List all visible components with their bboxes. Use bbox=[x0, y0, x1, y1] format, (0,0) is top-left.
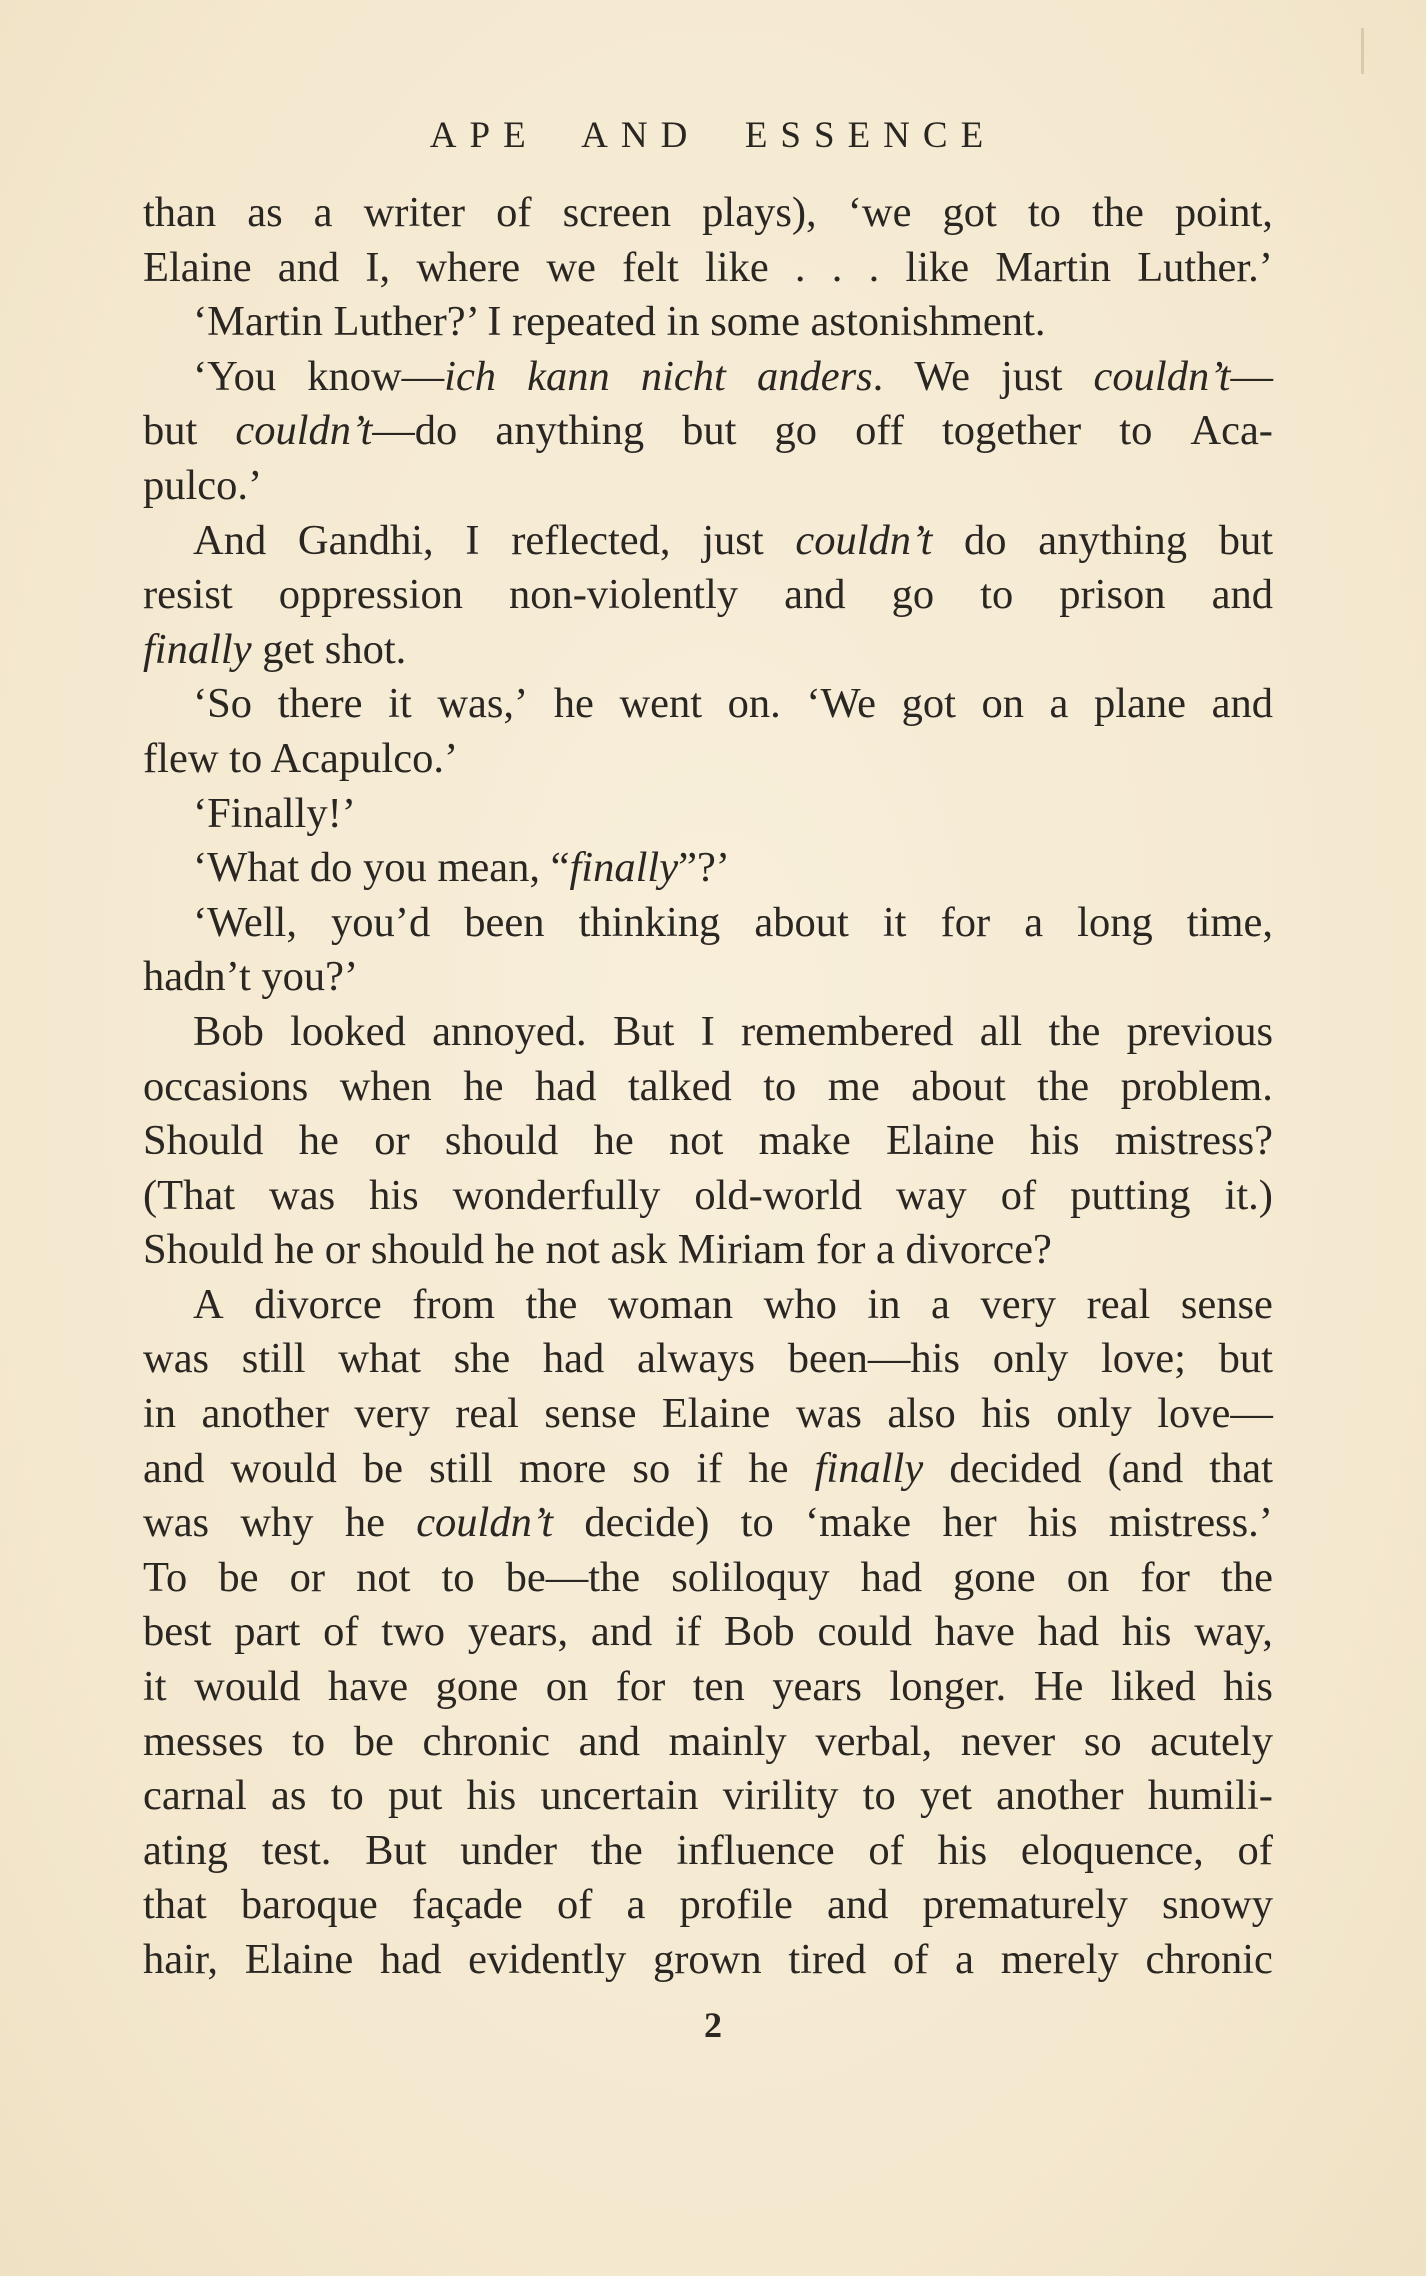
word: so bbox=[1083, 1717, 1122, 1765]
word: problem. bbox=[1120, 1062, 1273, 1110]
word: it bbox=[882, 898, 907, 946]
word: hair, bbox=[143, 1936, 218, 1983]
word: eloquence, bbox=[1020, 1826, 1204, 1874]
text-line: ‘Martin Luther?’ I repeated in some astonishment. bbox=[193, 298, 1046, 346]
word: Should bbox=[143, 1117, 264, 1165]
word: had bbox=[860, 1553, 922, 1601]
word: but bbox=[1218, 516, 1273, 564]
word: ‘So bbox=[193, 680, 253, 728]
word: façade bbox=[411, 1881, 523, 1929]
word: be bbox=[218, 1553, 259, 1601]
word: on bbox=[981, 680, 1024, 728]
word: of bbox=[893, 1936, 929, 1983]
word: and bbox=[277, 243, 340, 291]
word: a bbox=[1024, 898, 1044, 946]
word: the bbox=[590, 1826, 643, 1874]
word: about bbox=[911, 1062, 1006, 1110]
word: to bbox=[441, 1553, 475, 1601]
word: his bbox=[981, 1390, 1031, 1438]
word: baroque bbox=[240, 1881, 378, 1929]
word: where bbox=[416, 243, 521, 291]
word: be bbox=[353, 1717, 394, 1765]
word: plane bbox=[1093, 680, 1187, 728]
text-line bbox=[143, 404, 1273, 459]
word: writer bbox=[363, 189, 466, 236]
word: to bbox=[862, 1772, 896, 1820]
word: way bbox=[895, 1171, 967, 1219]
word: thinking bbox=[578, 898, 721, 946]
word: should bbox=[444, 1117, 559, 1165]
text-line bbox=[143, 514, 1273, 569]
text-line bbox=[143, 1715, 1273, 1770]
word: soliloquy bbox=[671, 1553, 830, 1601]
word: to bbox=[330, 1772, 364, 1820]
word: looked bbox=[290, 1007, 406, 1055]
word: in bbox=[143, 1390, 177, 1438]
word: part bbox=[234, 1608, 301, 1656]
word: was,’ bbox=[437, 680, 529, 728]
word: screen bbox=[562, 189, 672, 236]
word: on. bbox=[727, 680, 781, 728]
word: his bbox=[1027, 1499, 1078, 1547]
word: point, bbox=[1174, 189, 1273, 236]
running-head: APE AND ESSENCE bbox=[429, 115, 997, 156]
text-line bbox=[143, 1660, 1273, 1715]
word: who bbox=[763, 1280, 837, 1328]
word: talked bbox=[627, 1062, 732, 1110]
word: than bbox=[143, 189, 217, 236]
word: years, bbox=[467, 1608, 569, 1656]
word: never bbox=[960, 1717, 1056, 1765]
word: or bbox=[374, 1117, 410, 1165]
word: he bbox=[593, 1117, 634, 1165]
word: Elaine bbox=[143, 243, 252, 291]
word: verbal, bbox=[815, 1717, 933, 1765]
word: decided bbox=[949, 1444, 1082, 1492]
word: on bbox=[1066, 1553, 1110, 1601]
word: his bbox=[1029, 1117, 1080, 1165]
text-line bbox=[143, 1169, 1273, 1224]
word: the bbox=[525, 1280, 578, 1328]
word: was bbox=[269, 1171, 336, 1219]
text-line bbox=[143, 1878, 1273, 1933]
word: so bbox=[632, 1444, 671, 1492]
word: that bbox=[143, 1881, 207, 1929]
page-edge-mark bbox=[1361, 28, 1364, 74]
text-line: ‘Finally!’ bbox=[193, 789, 356, 837]
word: to bbox=[740, 1499, 774, 1547]
word: long bbox=[1077, 898, 1153, 946]
word: another bbox=[996, 1772, 1124, 1820]
word: I bbox=[700, 1007, 715, 1055]
word: Elaine bbox=[661, 1390, 771, 1438]
word: real bbox=[455, 1390, 519, 1438]
word: yet bbox=[919, 1772, 972, 1820]
word: very bbox=[980, 1280, 1056, 1328]
word: ‘You bbox=[193, 352, 277, 400]
word: like bbox=[905, 243, 970, 291]
word: of bbox=[496, 189, 532, 236]
word: kann bbox=[527, 352, 610, 400]
word: . bbox=[794, 243, 806, 291]
word: of bbox=[323, 1608, 359, 1656]
word: if bbox=[675, 1608, 702, 1656]
word: put bbox=[387, 1772, 443, 1820]
word: We bbox=[914, 352, 970, 400]
word: been bbox=[464, 898, 545, 946]
word: to bbox=[980, 571, 1014, 619]
word: couldn’t— bbox=[1093, 352, 1273, 400]
word: go bbox=[774, 407, 818, 455]
word: still bbox=[241, 1335, 306, 1383]
text-line bbox=[143, 1060, 1273, 1115]
word: I, bbox=[365, 243, 391, 291]
word: sense bbox=[544, 1390, 637, 1438]
word: plays), bbox=[702, 189, 817, 236]
word: the bbox=[1037, 1062, 1090, 1110]
text-line bbox=[143, 1114, 1273, 1169]
word: for bbox=[940, 898, 991, 946]
text-line: pulco.’ bbox=[143, 461, 263, 509]
word: also bbox=[887, 1390, 956, 1438]
word: finally bbox=[814, 1444, 924, 1492]
word: be—the bbox=[505, 1553, 641, 1601]
word: acutely bbox=[1150, 1717, 1273, 1765]
word: to bbox=[1119, 407, 1153, 455]
word: he bbox=[463, 1062, 504, 1110]
word: Luther.’ bbox=[1137, 243, 1273, 291]
word: tired bbox=[788, 1936, 867, 1983]
word: wonderfully bbox=[452, 1171, 661, 1219]
word: had bbox=[380, 1936, 442, 1983]
word: But bbox=[612, 1007, 675, 1055]
word: me bbox=[827, 1062, 880, 1110]
word: felt bbox=[622, 243, 679, 291]
word: go bbox=[891, 571, 935, 619]
text-line bbox=[143, 1933, 1273, 1988]
word: . bbox=[868, 243, 880, 291]
word: previous bbox=[1126, 1007, 1273, 1055]
word: woman bbox=[607, 1280, 734, 1328]
word: on bbox=[545, 1663, 589, 1711]
word: off bbox=[855, 407, 904, 455]
word: for bbox=[615, 1663, 666, 1711]
word: in bbox=[867, 1280, 901, 1328]
word: why bbox=[240, 1499, 314, 1547]
word: longer. bbox=[889, 1663, 1007, 1711]
word: and bbox=[578, 1717, 640, 1765]
text-line bbox=[143, 1824, 1273, 1879]
word: love— bbox=[1157, 1390, 1273, 1438]
word: prison bbox=[1059, 571, 1166, 619]
word: real bbox=[1086, 1280, 1151, 1328]
word: not bbox=[669, 1117, 724, 1165]
word: Aca- bbox=[1190, 407, 1273, 455]
word: and bbox=[827, 1881, 889, 1929]
word: know—ich bbox=[307, 352, 497, 400]
word: and bbox=[1211, 571, 1273, 619]
word: gone bbox=[953, 1553, 1036, 1601]
word: merely bbox=[1000, 1936, 1119, 1983]
word: ‘make bbox=[804, 1499, 912, 1547]
word: but bbox=[1218, 1335, 1273, 1383]
word: the bbox=[1091, 189, 1144, 236]
word: just bbox=[1001, 352, 1063, 400]
word: not bbox=[356, 1553, 411, 1601]
word: Gandhi, bbox=[297, 516, 434, 564]
text-line bbox=[143, 677, 1273, 732]
word: ‘we bbox=[847, 189, 912, 236]
word: messes bbox=[143, 1717, 264, 1765]
word: A bbox=[193, 1280, 224, 1328]
text-line bbox=[143, 1496, 1273, 1551]
word: (That bbox=[143, 1171, 236, 1219]
word: mistress.’ bbox=[1108, 1499, 1273, 1547]
word: was bbox=[143, 1335, 210, 1383]
word: together bbox=[941, 407, 1082, 455]
word: of bbox=[1000, 1171, 1037, 1219]
word: make bbox=[758, 1117, 851, 1165]
word: only bbox=[992, 1335, 1069, 1383]
word: couldn’t—do bbox=[235, 407, 458, 455]
word: it.) bbox=[1224, 1171, 1273, 1219]
word: and bbox=[590, 1608, 653, 1656]
word: have bbox=[327, 1663, 409, 1711]
word: ‘We bbox=[806, 680, 877, 728]
word: always bbox=[636, 1335, 756, 1383]
word: but bbox=[682, 407, 737, 455]
word: if bbox=[696, 1444, 723, 1492]
word: as bbox=[247, 189, 283, 236]
word: and bbox=[1211, 680, 1273, 728]
word: what bbox=[338, 1335, 421, 1383]
word: his bbox=[1223, 1663, 1273, 1711]
word: her bbox=[942, 1499, 997, 1547]
word: but bbox=[143, 407, 198, 455]
word: Elaine bbox=[886, 1117, 995, 1165]
word: best bbox=[143, 1608, 212, 1656]
word: anders. bbox=[756, 352, 884, 400]
word: his bbox=[937, 1826, 988, 1874]
word: Martin bbox=[995, 243, 1111, 291]
word: way, bbox=[1194, 1608, 1273, 1656]
word: from bbox=[412, 1280, 495, 1328]
word: very bbox=[354, 1390, 430, 1438]
word: of bbox=[556, 1881, 593, 1929]
word: mistress? bbox=[1114, 1117, 1273, 1165]
word: liked bbox=[1110, 1663, 1196, 1711]
word: only bbox=[1056, 1390, 1132, 1438]
word: sense bbox=[1180, 1280, 1273, 1328]
word: mainly bbox=[668, 1717, 787, 1765]
word: you’d bbox=[331, 898, 431, 946]
word: grown bbox=[653, 1936, 762, 1983]
word: influence bbox=[676, 1826, 835, 1874]
word: gone bbox=[435, 1663, 519, 1711]
word: anything bbox=[495, 407, 645, 455]
word: love; bbox=[1100, 1335, 1186, 1383]
word: a bbox=[626, 1881, 646, 1929]
text-line: Should he or should he not ask Miriam for a divorce? bbox=[143, 1226, 1052, 1274]
word: under bbox=[460, 1826, 558, 1874]
word: to bbox=[292, 1717, 326, 1765]
word: his bbox=[369, 1171, 419, 1219]
word: To bbox=[143, 1553, 188, 1601]
word: got bbox=[901, 680, 956, 728]
word: Bob bbox=[723, 1608, 795, 1656]
word: chronic bbox=[1145, 1936, 1273, 1983]
word: to bbox=[1027, 189, 1061, 236]
word: of bbox=[1237, 1826, 1273, 1874]
word: that bbox=[1209, 1444, 1273, 1492]
word: decide) bbox=[584, 1499, 710, 1547]
word: carnal bbox=[143, 1772, 247, 1820]
word: oppression bbox=[278, 571, 463, 619]
word: more bbox=[518, 1444, 607, 1492]
word: he bbox=[298, 1117, 339, 1165]
word: his bbox=[1121, 1608, 1172, 1656]
text-line: finally get shot. bbox=[143, 625, 407, 673]
word: and bbox=[143, 1444, 205, 1492]
word: for bbox=[1140, 1553, 1190, 1601]
word: it bbox=[143, 1663, 167, 1711]
word: evidently bbox=[468, 1936, 627, 1983]
word: do bbox=[964, 516, 1007, 564]
word: would bbox=[194, 1663, 301, 1711]
word: as bbox=[271, 1772, 307, 1820]
word: non-violently bbox=[509, 571, 739, 619]
word: had bbox=[534, 1062, 597, 1110]
word: uncertain bbox=[540, 1772, 699, 1820]
word: years bbox=[772, 1663, 862, 1711]
word: He bbox=[1033, 1663, 1084, 1711]
word: test. bbox=[261, 1826, 332, 1874]
text-line bbox=[143, 568, 1273, 623]
word: old-world bbox=[694, 1171, 862, 1219]
word: another bbox=[201, 1390, 329, 1438]
word: ‘Well, bbox=[193, 898, 297, 946]
word: have bbox=[934, 1608, 1015, 1656]
text-line bbox=[143, 1005, 1273, 1060]
word: couldn’t bbox=[795, 516, 933, 564]
word: profile bbox=[679, 1881, 793, 1929]
word: humili- bbox=[1147, 1772, 1273, 1820]
word: like bbox=[704, 243, 769, 291]
word: just bbox=[702, 516, 764, 564]
word: went bbox=[619, 680, 703, 728]
word: the bbox=[1221, 1553, 1273, 1601]
word: a bbox=[1049, 680, 1069, 728]
text-line bbox=[143, 1605, 1273, 1660]
word: was bbox=[143, 1499, 210, 1547]
word: time, bbox=[1186, 898, 1273, 946]
word: remembered bbox=[741, 1007, 954, 1055]
word: could bbox=[817, 1608, 912, 1656]
word: couldn’t bbox=[416, 1499, 554, 1547]
word: a bbox=[931, 1280, 950, 1328]
word: of bbox=[868, 1826, 904, 1874]
word: reflected, bbox=[511, 516, 671, 564]
text-line bbox=[143, 1387, 1273, 1442]
word: Elaine bbox=[244, 1936, 354, 1983]
word: to bbox=[763, 1062, 797, 1110]
word: chronic bbox=[422, 1717, 550, 1765]
word: his bbox=[466, 1772, 517, 1820]
word: had bbox=[542, 1335, 605, 1383]
word: she bbox=[453, 1335, 511, 1383]
word: snowy bbox=[1162, 1881, 1273, 1929]
word: be bbox=[362, 1444, 403, 1492]
word: or bbox=[289, 1553, 325, 1601]
word: occasions bbox=[143, 1062, 309, 1110]
word: And bbox=[193, 516, 267, 564]
text-line: flew to Acapulco.’ bbox=[143, 734, 459, 782]
word: I bbox=[465, 516, 480, 564]
page-number: 2 bbox=[704, 2005, 722, 2045]
word: would bbox=[230, 1444, 337, 1492]
word: nicht bbox=[640, 352, 726, 400]
word: . bbox=[831, 243, 843, 291]
body-text bbox=[143, 186, 1273, 1988]
text-line bbox=[143, 1332, 1273, 1387]
word: he bbox=[553, 680, 594, 728]
word: he bbox=[344, 1499, 385, 1547]
text-line bbox=[143, 1278, 1273, 1333]
word: when bbox=[339, 1062, 432, 1110]
word: resist bbox=[143, 571, 233, 619]
word: (and bbox=[1107, 1444, 1184, 1492]
text-line bbox=[143, 186, 1273, 241]
word: But bbox=[365, 1826, 427, 1874]
text-line bbox=[143, 1551, 1273, 1606]
word: had bbox=[1037, 1608, 1100, 1656]
word: anything bbox=[1038, 516, 1187, 564]
word: virility bbox=[722, 1772, 839, 1820]
text-line bbox=[143, 350, 1273, 405]
text-line bbox=[143, 1769, 1273, 1824]
text-line bbox=[143, 896, 1273, 951]
text-line bbox=[143, 1442, 1273, 1497]
word: ating bbox=[143, 1826, 228, 1874]
word: about bbox=[754, 898, 849, 946]
word: divorce bbox=[254, 1280, 382, 1328]
word: a bbox=[955, 1936, 975, 1983]
word: it bbox=[388, 680, 412, 728]
word: putting bbox=[1070, 1171, 1191, 1219]
word: Bob bbox=[193, 1007, 264, 1055]
word: ten bbox=[692, 1663, 745, 1711]
word: and bbox=[784, 571, 846, 619]
word: two bbox=[381, 1608, 446, 1656]
word: a bbox=[313, 189, 333, 236]
word: was bbox=[795, 1390, 862, 1438]
text-line: hadn’t you?’ bbox=[143, 953, 359, 1001]
word: annoyed. bbox=[432, 1007, 587, 1055]
word: been—his bbox=[787, 1335, 961, 1383]
word: we bbox=[546, 243, 596, 291]
word: all bbox=[979, 1007, 1023, 1055]
text-line bbox=[143, 241, 1273, 296]
word: got bbox=[942, 189, 997, 236]
word: still bbox=[429, 1444, 493, 1492]
text-line: ‘What do you mean, “finally”?’ bbox=[193, 844, 730, 892]
word: prematurely bbox=[922, 1881, 1128, 1929]
word: he bbox=[748, 1444, 789, 1492]
word: there bbox=[277, 680, 363, 728]
word: the bbox=[1048, 1007, 1101, 1055]
